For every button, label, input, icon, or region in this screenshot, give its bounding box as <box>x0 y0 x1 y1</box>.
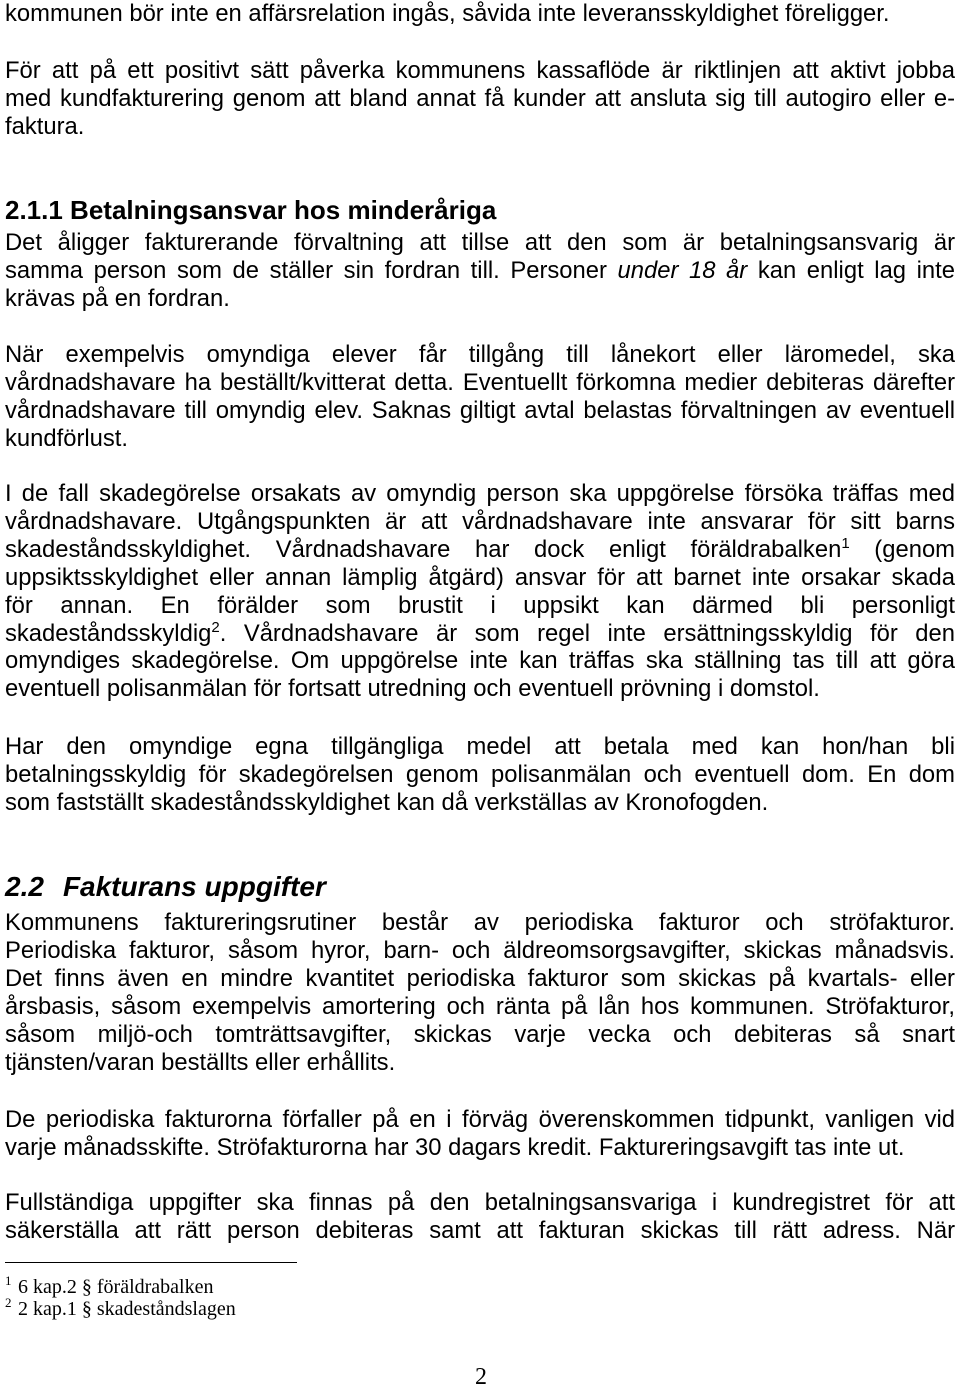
paragraph-line <box>5 257 955 285</box>
paragraph-line: faktura. <box>5 112 85 140</box>
paragraph-line: De periodiska fakturorna förfaller på en i förväg överenskommen tidpunkt, vanligen vid <box>5 1106 955 1133</box>
paragraph-line: omyndiges skadegörelse. Om uppgörelse inte kan träffas ska ställning tas till att göra <box>5 647 955 675</box>
footnote-reference: 2 <box>211 618 220 636</box>
footnote-text: 6 kap.2 § föräldrabalken <box>18 1276 214 1298</box>
paragraph-line: Det finns även en mindre kvantitet periodiska fakturor som skickas på kvartals- eller <box>5 964 955 992</box>
paragraph-line: Fullständiga uppgifter ska finnas på den betalningsansvariga i kundregistret för att <box>5 1189 955 1216</box>
section-heading-2-1-1: 2.1.1 Betalningsansvar hos minderåriga <box>5 195 497 225</box>
paragraph-line: För att på ett positivt sätt påverka kommunens kassaflöde är riktlinjen att aktivt jobba <box>5 57 955 84</box>
paragraph-line: krävas på en fordran. <box>5 284 230 312</box>
assets-paragraph <box>5 733 955 817</box>
section-title: Fakturans uppgifter <box>62 871 326 902</box>
responsibility-paragraph <box>5 229 955 313</box>
paragraph-line: När exempelvis omyndiga elever får tillgång till lånekort eller läromedel, ska <box>5 341 955 368</box>
paragraph-line: Det åligger fakturerande förvaltning att tillse att den som är betalningsansvarig är <box>5 229 955 256</box>
paragraph-line: uppsiktsskyldighet eller annan lämplig åtgärd) ansvar för att barnet inte orsakar skada <box>5 563 955 591</box>
paragraph-line: I de fall skadegörelse orsakats av omyndig person ska uppgörelse försöka träffas med <box>5 480 955 507</box>
paragraph-line: tjänsten/varan beställts eller erhållits. <box>5 1048 396 1076</box>
damage-paragraph <box>5 480 955 703</box>
paragraph-line <box>5 536 955 564</box>
text-segment: skadeståndsskyldighet. Vårdnadshavare har dock enligt föräldrabalken <box>5 535 842 563</box>
paragraph-line: vårdnadshavare till omyndig elev. Saknas giltigt avtal belastas förvaltningen av eventuell <box>5 396 955 424</box>
paragraph-line: eventuell polisanmälan för fortsatt utredning och eventuell prövning i domstol. <box>5 675 820 703</box>
paragraph-line: såsom miljö-och tomträttsavgifter, skickas varje vecka och debiteras så snart <box>5 1020 955 1048</box>
library-paragraph <box>5 341 955 453</box>
text-segment: skadeståndsskyldig <box>5 619 212 647</box>
customer-data-paragraph <box>5 1189 955 1245</box>
text-segment: (genom <box>849 535 955 563</box>
text-segment: . Vårdnadshavare är som regel inte ersättningsskyldig för den <box>219 619 955 647</box>
paragraph-line: årsbasis, såsom exempelvis amortering och ränta på lån hos kommunen. Ströfakturor, <box>5 992 955 1020</box>
footnote-text: 2 kap.1 § skadeståndslagen <box>18 1298 236 1320</box>
paragraph-line: vårdnadshavare ha beställt/kvitterat detta. Eventuellt förkomna medier debiteras därefter <box>5 368 955 396</box>
paragraph-line: säkerställa att rätt person debiteras samt att fakturan skickas till rätt adress. När <box>5 1216 955 1244</box>
continued-paragraph <box>5 0 955 28</box>
routines-paragraph <box>5 909 955 1076</box>
section-heading-2-2 <box>5 871 326 903</box>
footnote: 1 6 kap.2 § föräldrabalken <box>5 1273 214 1298</box>
paragraph-line: kundförlust. <box>5 424 129 452</box>
paragraph-line: som fastställt skadeståndsskyldighet kan då verkställas av Kronofogden. <box>5 788 769 816</box>
text-segment: kan enligt lag inte <box>747 256 956 284</box>
footnote-reference: 1 <box>841 534 850 552</box>
paragraph-line: kommunen bör inte en affärsrelation ingås, såvida inte leveransskyldighet föreligger. <box>5 0 890 27</box>
paragraph-line: varje månadsskifte. Ströfakturorna har 30 dagars kredit. Faktureringsavgift tas inte ut. <box>5 1133 905 1161</box>
section-number: 2.2 <box>5 871 44 902</box>
paragraph-line: betalningsskyldig för skadegörelsen genom polisanmälan och eventuell dom. En dom <box>5 760 955 788</box>
page-number: 2 <box>475 1364 487 1390</box>
intro-paragraph <box>5 57 955 141</box>
paragraph-line: vårdnadshavare. Utgångspunkten är att vårdnadshavare inte ansvarar för sitt barns <box>5 507 955 535</box>
paragraph-line: Kommunens faktureringsrutiner består av periodiska fakturor och ströfakturor. <box>5 909 955 936</box>
footnote-separator <box>5 1262 297 1263</box>
due-paragraph <box>5 1106 955 1162</box>
paragraph-line: Har den omyndige egna tillgängliga medel att betala med kan hon/han bli <box>5 733 955 760</box>
footnote: 2 2 kap.1 § skadeståndslagen <box>5 1295 236 1320</box>
paragraph-line: med kundfakturering genom att bland annat få kunder att ansluta sig till autogiro eller e- <box>5 84 955 112</box>
text-segment: samma person som de ställer sin fordran till. Personer <box>5 256 618 284</box>
paragraph-line: Periodiska fakturor, såsom hyror, barn- och äldreomsorgsavgifter, skickas månadsvis. <box>5 936 955 964</box>
paragraph-line <box>5 620 955 648</box>
paragraph-line: för annan. En förälder som brustit i uppsikt kan därmed bli personligt <box>5 591 955 619</box>
emphasized-text: under 18 år <box>617 256 748 284</box>
